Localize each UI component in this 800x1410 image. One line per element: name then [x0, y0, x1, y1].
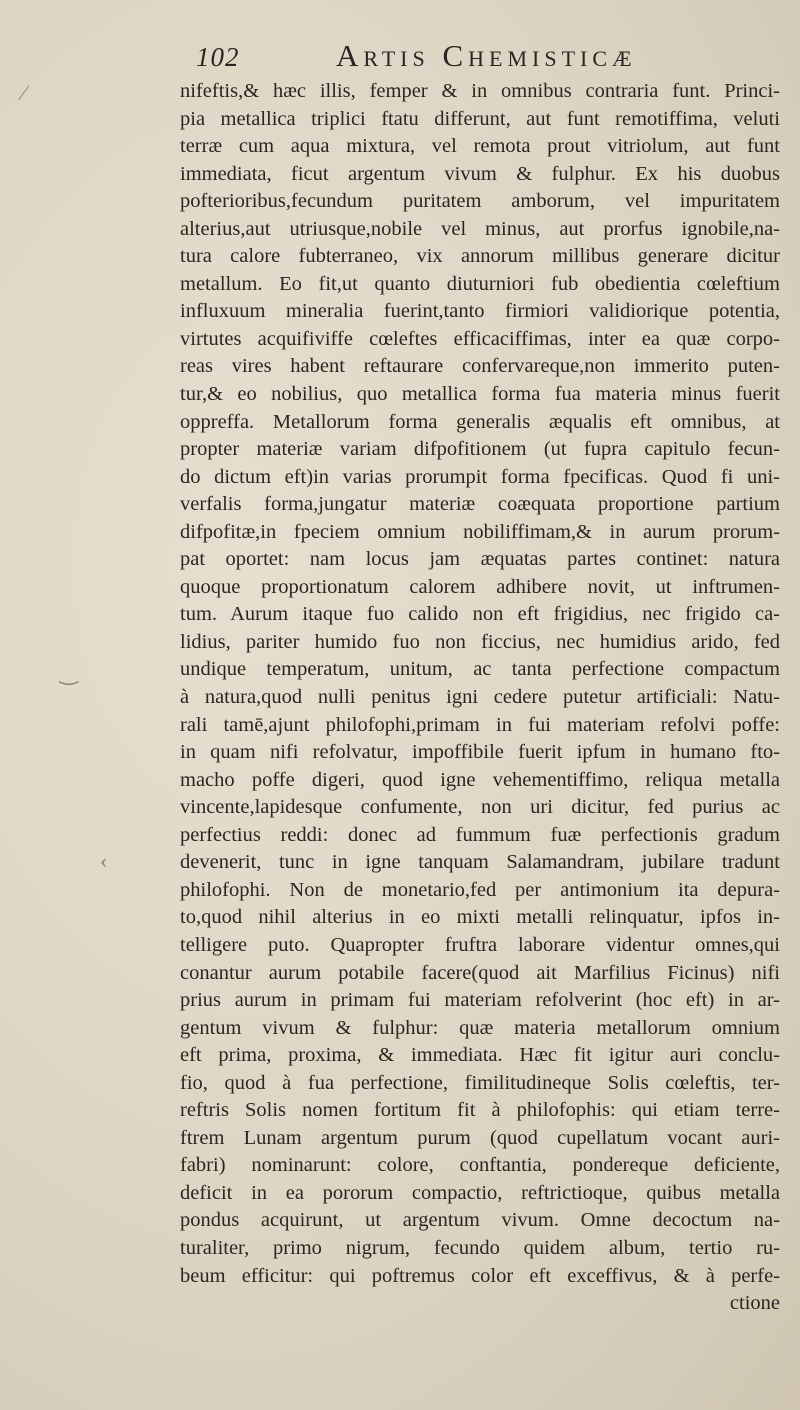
text-line: deficit in ea pororum compactio, reftrictioque, quibus metalla	[180, 1181, 780, 1204]
text-line: tura calore fubterraneo, vix annorum millibus generare dicitur	[180, 245, 780, 268]
text-line: to,quod nihil alterius in eo mixti metalli relinquatur, ipfos in-	[180, 906, 780, 929]
text-line: à natura,quod nulli penitus igni cedere putetur artificiali: Natu-	[180, 686, 780, 709]
text-line: rali tamē,ajunt philofophi,primam in fui materiam refolvi poffe:	[180, 713, 780, 736]
text-line: metallum. Eo fit,ut quanto diuturniori fub obedientia cœleftium	[180, 272, 780, 295]
text-line: vincente,lapidesque confumente, non uri dicitur, fed purius ac	[180, 796, 780, 819]
text-line: ctione	[729, 1292, 780, 1315]
text-line: alterius,aut utriusque,nobile vel minus, aut prorfus ignobile,na-	[180, 217, 780, 240]
text-line: reas vires habent reftaurare confervareque,non immerito puten-	[180, 355, 780, 378]
text-line: tum. Aurum itaque fuo calido non eft frigidius, nec frigido ca-	[180, 603, 780, 626]
text-line: do dictum eft)in varias prorumpit forma fpecificas. Quod fi uni-	[180, 465, 780, 488]
text-line: turaliter, primo nigrum, fecundo quidem album, tertio ru-	[180, 1236, 780, 1259]
text-line: influxuum mineralia fuerint,tanto firmiori validiorique potentia,	[180, 300, 780, 323]
margin-pencil-mark: ‿	[60, 660, 78, 685]
text-line: prius aurum in primam fui materiam refolverint (hoc eft) in ar-	[180, 989, 780, 1012]
text-line: lidius, pariter humido fuo non ficcius, nec humidius arido, fed	[180, 630, 780, 653]
text-line: pia metallica triplici ftatu differunt, aut funt remotiffima, veluti	[180, 107, 780, 130]
page-number: 102	[196, 42, 240, 72]
text-line: beum efficitur: qui poftremus color eft exceffivus, & à perfe-	[180, 1264, 780, 1287]
text-line: philofophi. Non de monetario,fed per antimonium ita depura-	[180, 878, 780, 901]
text-line: immediata, ficut argentum vivum & fulphur. Ex his duobus	[180, 162, 780, 185]
text-line: macho poffe digeri, quod igne vehementiffimo, reliqua metalla	[180, 768, 780, 791]
text-line: difpofitæ,in fpeciem omnium nobiliffimam,& in aurum prorum-	[180, 520, 780, 543]
margin-pencil-mark: ‹	[100, 848, 108, 873]
text-line: pofterioribus,fecundum puritatem amborum, vel impuritatem	[180, 190, 780, 213]
text-line: tur,& eo nobilius, quo metallica forma fua materia minus fuerit	[180, 383, 780, 406]
text-line: terræ cum aqua mixtura, vel remota prout vitriolum, aut funt	[180, 135, 780, 158]
text-line: oppreffa. Metallorum forma generalis æqualis eft omnibus, at	[180, 410, 780, 433]
text-line: gentum vivum & fulphur: quæ materia metallorum omnium	[180, 1016, 780, 1039]
text-line: conantur aurum potabile facere(quod ait Marfilius Ficinus) nifi	[180, 961, 780, 984]
text-line: verfalis forma,jungatur materiæ coæquata proportione partium	[180, 493, 780, 516]
text-line: propter materiæ variam difpofitionem (ut fupra capitulo fecun-	[180, 438, 780, 461]
text-line: perfectius reddi: donec ad fummum fuæ perfectionis gradum	[180, 823, 780, 846]
running-head: Artis Chemisticæ	[336, 38, 637, 73]
text-line: devenerit, tunc in igne tanquam Salamandram, jubilare tradunt	[180, 851, 780, 874]
page-header	[196, 40, 776, 80]
text-line: fabri) nominarunt: colore, conftantia, pondereque deficiente,	[180, 1154, 780, 1177]
text-line: in quam nifi refolvatur, impoffibile fuerit ipfum in humano fto-	[180, 741, 780, 764]
text-line: nifeftis,& hæc illis, femper & in omnibus contraria funt. Princi-	[180, 80, 780, 102]
text-line: pondus acquirunt, ut argentum vivum. Omne decoctum na-	[180, 1209, 780, 1232]
text-line: quoque proportionatum calorem adhibere novit, ut inftrumen-	[180, 575, 780, 598]
text-line: reftris Solis nomen fortitum fit à philofophis: qui etiam terre-	[180, 1099, 780, 1122]
text-line: fio, quod à fua perfectione, fimilitudineque Solis cœleftis, ter-	[180, 1071, 780, 1094]
text-line: virtutes acquifiviffe cœleftes efficaciffimas, inter ea quæ corpo-	[180, 327, 780, 350]
text-line: telligere puto. Quapropter fruftra laborare videntur omnes,qui	[180, 933, 780, 956]
text-line: eft prima, proxima, & immediata. Hæc fit igitur auri conclu-	[180, 1044, 780, 1067]
margin-pencil-mark: ⁄	[22, 80, 26, 105]
body-text	[180, 78, 780, 1318]
text-line: pat oportet: nam locus jam æquatas partes continet: natura	[180, 548, 780, 571]
text-line: undique temperatum, unitum, ac tanta perfectione compactum	[180, 658, 780, 681]
text-line: ftrem Lunam argentum purum (quod cupellatum vocant auri-	[180, 1126, 780, 1149]
